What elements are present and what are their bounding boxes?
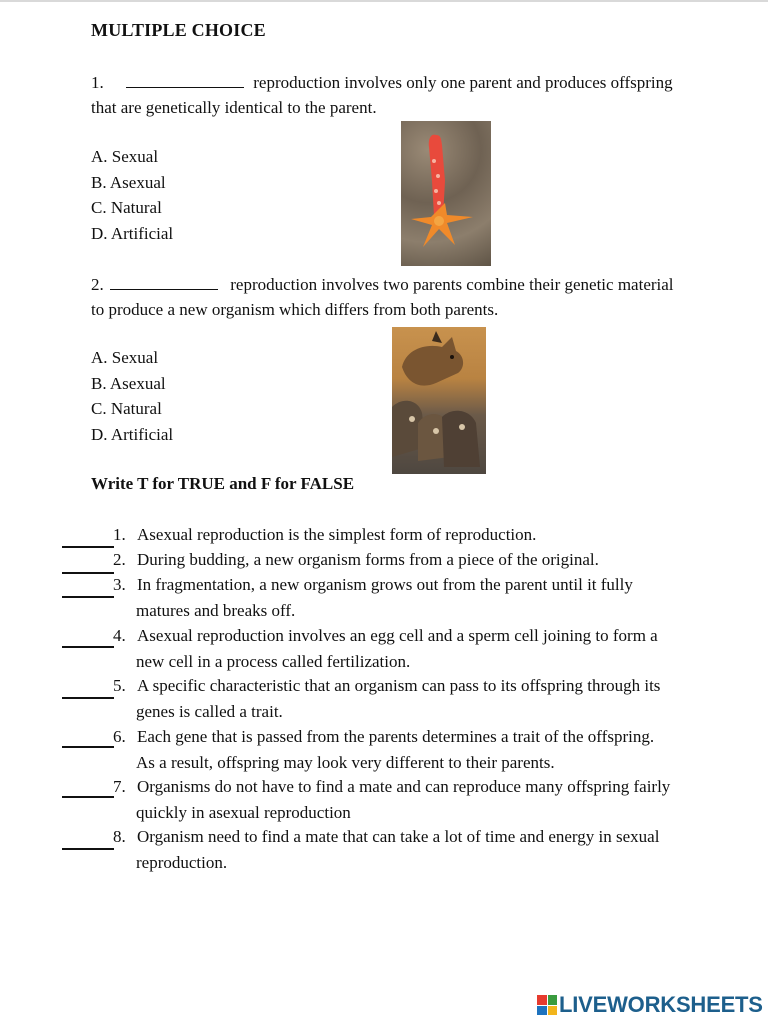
section-title-true-false: Write T for TRUE and F for FALSE [91, 474, 355, 493]
question-2-option-b[interactable]: B. Asexual [91, 373, 166, 393]
tf-answer-line-6[interactable] [62, 746, 114, 748]
tf-item-8-number: 8. [113, 827, 126, 846]
tf-item-1-number: 1. [113, 525, 126, 544]
question-2-number: 2. [91, 275, 104, 294]
tf-item-3-line-2: matures and breaks off. [136, 600, 296, 620]
tf-item-8-line-2: reproduction. [136, 852, 228, 872]
liveworksheets-logo-text: LIVEWORKSHEETS [559, 992, 763, 1017]
tf-item-5-number: 5. [113, 676, 126, 695]
tf-answer-line-3[interactable] [62, 596, 114, 598]
tf-item-7-line-1: Organisms do not have to find a mate and can reproduce many offspring fairly [137, 777, 671, 796]
section-title-multiple-choice: MULTIPLE CHOICE [91, 20, 266, 40]
tf-answer-line-8[interactable] [62, 848, 114, 850]
tf-item-4-line-1: Asexual reproduction involves an egg cell and a sperm cell joining to form a [137, 626, 658, 645]
liveworksheets-logo [537, 990, 767, 1020]
tf-item-3-line-1: In fragmentation, a new organism grows out from the parent until it fully [137, 575, 633, 594]
question-2-answer-blank[interactable] [110, 277, 218, 290]
tf-item-7-line-2: quickly in asexual reproduction [136, 802, 351, 822]
starfish-icon [401, 121, 491, 266]
question-2-option-c[interactable]: C. Natural [91, 399, 162, 418]
tf-item-2 [113, 547, 678, 573]
tf-item-8 [113, 824, 678, 875]
tf-item-6-number: 6. [113, 727, 126, 746]
tf-item-7 [113, 774, 678, 825]
wild-dog-family-photo [392, 327, 486, 474]
tf-item-5-line-1: A specific characteristic that an organism can pass to its offspring through its [137, 676, 661, 695]
logo-square-yellow [548, 1006, 558, 1016]
tf-answer-line-5[interactable] [62, 697, 114, 699]
question-1-text-line-1: reproduction involves only one parent and produces offspring [253, 73, 673, 92]
question-2-option-a[interactable]: A. Sexual [91, 348, 159, 367]
tf-item-4-line-2: new cell in a process called fertilization. [136, 651, 411, 671]
tf-item-3 [113, 572, 678, 623]
tf-item-5 [113, 673, 678, 724]
tf-item-6-line-1: Each gene that is passed from the parents determines a trait of the offspring. [137, 727, 655, 746]
question-1-option-a[interactable]: A. Sexual [91, 147, 159, 166]
wild-dog-icon [392, 327, 486, 474]
question-2-option-d[interactable]: D. Artificial [91, 424, 174, 444]
question-2-options [91, 345, 173, 447]
tf-item-4 [113, 623, 678, 674]
question-1-number: 1. [91, 73, 104, 92]
question-1 [91, 70, 681, 120]
question-1-options [91, 144, 173, 246]
tf-answer-line-7[interactable] [62, 796, 114, 798]
question-1-answer-blank[interactable] [126, 75, 244, 88]
liveworksheets-logo-icon [537, 995, 557, 1015]
logo-square-green [548, 995, 558, 1005]
tf-item-8-line-1: Organism need to find a mate that can take a lot of time and energy in sexual [137, 827, 660, 846]
tf-item-3-number: 3. [113, 575, 126, 594]
logo-square-red [537, 995, 547, 1005]
question-2-text-line-2: to produce a new organism which differs from both parents. [91, 300, 499, 319]
question-1-option-c[interactable]: C. Natural [91, 198, 162, 217]
question-1-option-d[interactable]: D. Artificial [91, 223, 174, 243]
tf-item-1 [113, 522, 678, 548]
tf-item-4-number: 4. [113, 626, 126, 645]
tf-item-6-line-2: As a result, offspring may look very different to their parents. [136, 752, 555, 772]
tf-item-2-line-1: During budding, a new organism forms from a piece of the original. [137, 550, 599, 569]
logo-square-blue [537, 1006, 547, 1016]
tf-item-2-number: 2. [113, 550, 126, 569]
top-border [0, 0, 768, 2]
question-2-text-line-1: reproduction involves two parents combine their genetic material [230, 275, 674, 294]
question-2 [91, 272, 681, 322]
tf-answer-line-1[interactable] [62, 546, 114, 548]
tf-item-1-line-1: Asexual reproduction is the simplest form of reproduction. [137, 525, 537, 544]
question-1-option-b[interactable]: B. Asexual [91, 172, 166, 192]
tf-item-6 [113, 724, 678, 775]
tf-item-5-line-2: genes is called a trait. [136, 701, 283, 721]
tf-item-7-number: 7. [113, 777, 126, 796]
starfish-photo [401, 121, 491, 266]
tf-answer-line-2[interactable] [62, 572, 114, 574]
tf-answer-line-4[interactable] [62, 646, 114, 648]
question-1-text-line-2: that are genetically identical to the parent. [91, 98, 377, 117]
